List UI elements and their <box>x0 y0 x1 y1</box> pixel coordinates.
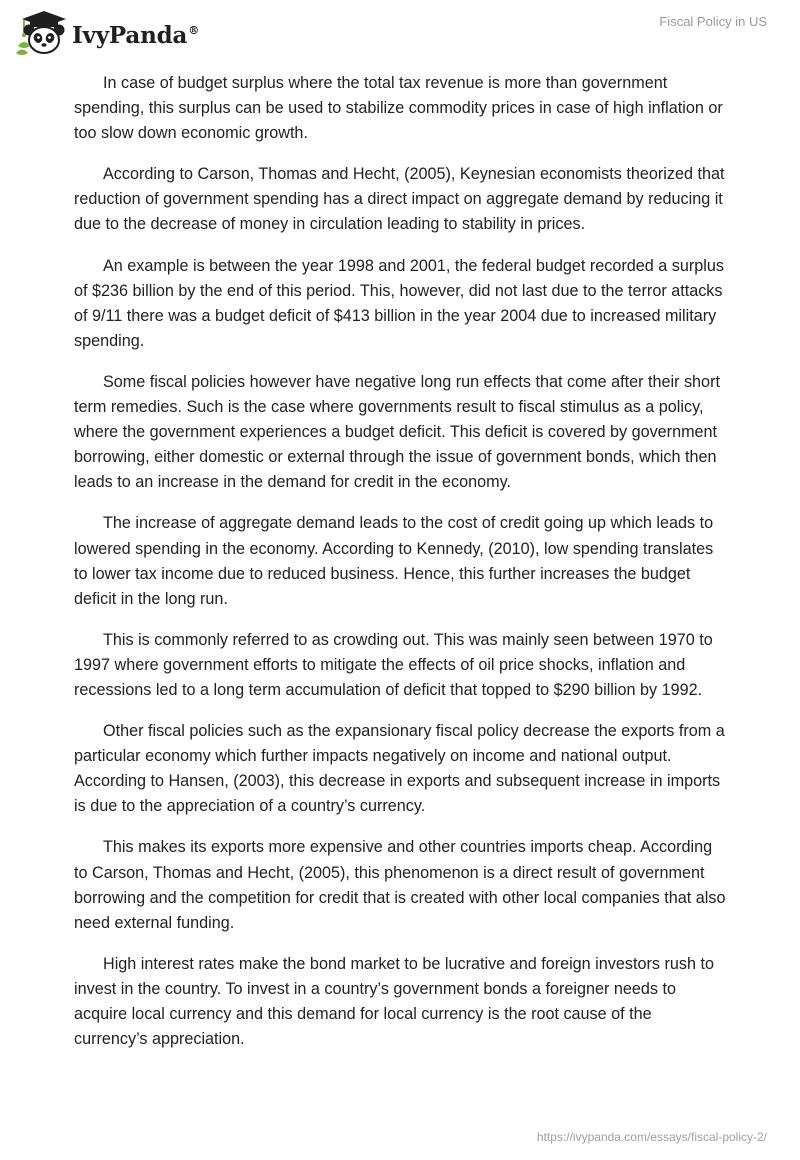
registered-mark: ® <box>188 23 199 37</box>
paragraph: High interest rates make the bond market to be lucrative and foreign investors rush to invest in the country. To invest in a country’s government bonds a foreigner needs to acquire local currency and this demand for local currency is the root cause of the currency’s appreciation. <box>74 954 714 1049</box>
paragraph: Some fiscal policies however have negative long run effects that come after their short term remedies. Such is the case where governments result to fiscal stimulus as a policy, where the government experiences a budget deficit. This deficit is covered by government borrowing, either domestic or external through the issue of government bonds, which then leads to an increase in the demand for credit in the economy. <box>74 372 720 492</box>
essay-body <box>74 71 726 1068</box>
brand-logo[interactable] <box>14 8 199 58</box>
panda-graduation-cap-icon <box>14 8 70 58</box>
page-header <box>0 0 800 70</box>
paragraph: According to Carson, Thomas and Hecht, (2005), Keynesian economists theorized that reduction of government spending has a direct impact on aggregate demand by reducing it due to the decrease of money in circulation leading to stability in prices. <box>74 165 725 234</box>
paragraph: This is commonly referred to as crowding out. This was mainly seen between 1970 to 1997 where government efforts to mitigate the effects of oil price shocks, inflation and recessions led to a long term accumulation of deficit that topped to $290 billion by 1992. <box>74 630 713 699</box>
paragraph: An example is between the year 1998 and 2001, the federal budget recorded a surplus of $236 billion by the end of this period. This, however, did not last due to the terror attacks of 9/11 there was a budget deficit of $413 billion in the year 2004 due to increased military spending. <box>74 256 724 350</box>
paragraph: Other fiscal policies such as the expansionary fiscal policy decrease the exports from a particular economy which further impacts negatively on income and national output. According to Hansen, (2003), this decrease in exports and subsequent increase in imports is due to the appreciation of a country’s currency. <box>74 722 725 816</box>
paragraph: In case of budget surplus where the total tax revenue is more than government spending, this surplus can be used to stabilize commodity prices in case of high inflation or too slow down economic growth. <box>74 74 723 143</box>
source-url-link[interactable]: https://ivypanda.com/essays/fiscal-policy-2/ <box>536 1130 767 1144</box>
brand-name: IvyPanda® <box>72 21 199 49</box>
paragraph: The increase of aggregate demand leads to the cost of credit going up which leads to lowered spending in the economy. According to Kennedy, (2010), low spending translates to lower tax income due to reduced business. Hence, this further increases the budget deficit in the long run. <box>74 514 714 608</box>
paragraph: This makes its exports more expensive and other countries imports cheap. According to Carson, Thomas and Hecht, (2005), this phenomenon is a direct result of government borrowing and the competition for credit that is created with other local companies that also need external funding. <box>74 838 726 932</box>
document-title: Fiscal Policy in US <box>659 14 767 29</box>
